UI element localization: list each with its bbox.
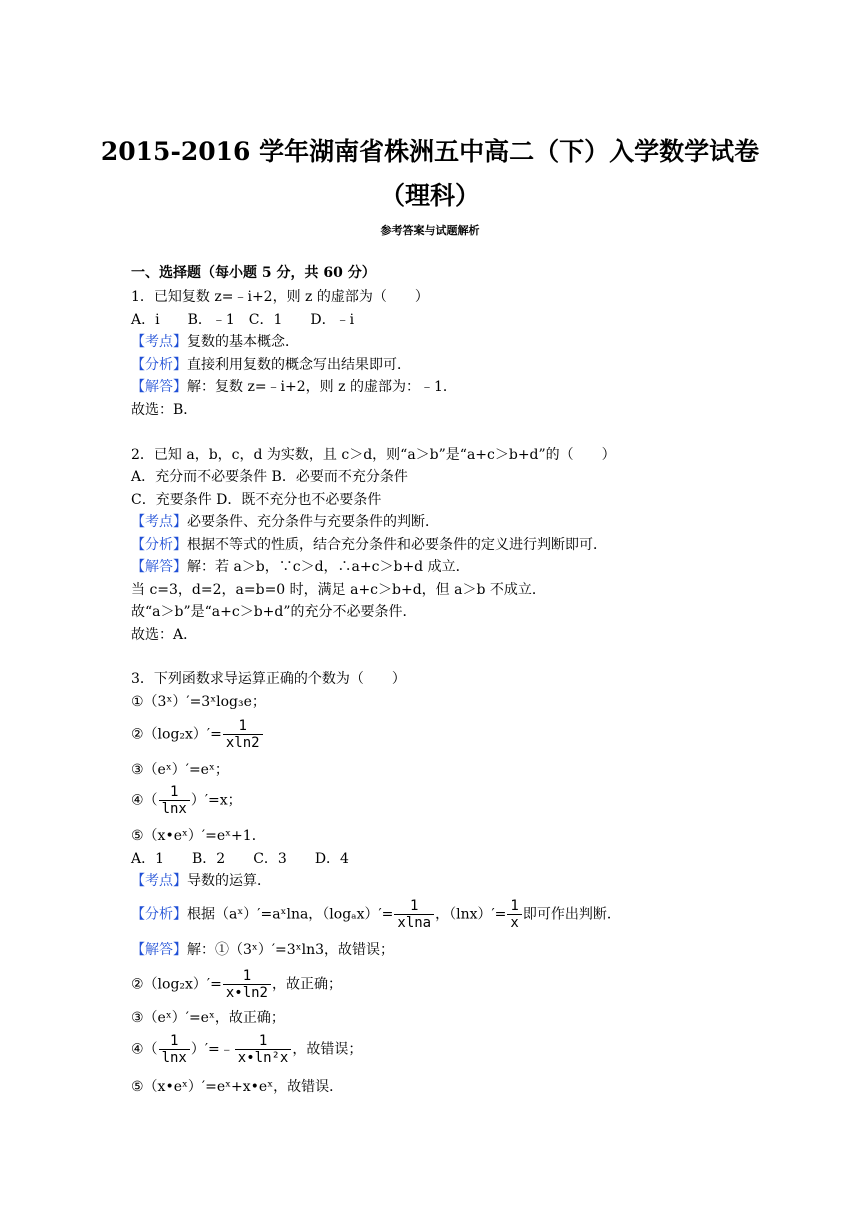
fraction <box>394 898 434 931</box>
q3-item-4 <box>131 784 242 817</box>
section-heading: 一、选择题（每小题 5 分，共 60 分） <box>131 265 376 281</box>
q2-kaodian-text: 必要条件、充分条件与充要条件的判断． <box>187 514 439 530</box>
document-subtitle: 参考答案与试题解析 <box>380 224 480 237</box>
q3-step-4-mid: ）′=﹣ <box>190 1041 234 1058</box>
q3-jieda-text: 解：①（3ˣ）′=3ˣln3，故错误； <box>187 942 394 958</box>
fenxi-tag: 【分析】 <box>131 537 187 553</box>
q2-line2: 当 c=3，d=2，a=b=0 时，满足 a+c＞b+d，但 a＞b 不成立． <box>131 582 546 598</box>
fraction-denominator: x•ln2 <box>225 985 268 1001</box>
fraction-denominator: x <box>510 915 519 931</box>
q1-fenxi <box>131 355 411 375</box>
q3-fenxi-mid: ，（lnx）′= <box>435 906 507 923</box>
q3-step-4-pre: ④（ <box>131 1041 158 1058</box>
q3-options: A．1 B．2 C．3 D．4 <box>131 851 349 867</box>
q3-fenxi-pre: 根据（aˣ）′=aˣlna，（logₐx）′= <box>187 906 394 923</box>
fraction-numerator: 1 <box>235 1033 292 1050</box>
q3-item-1: ①（3ˣ）′=3ˣlog₃e； <box>131 694 266 710</box>
q3-jieda <box>131 940 394 960</box>
q3-step-3: ③（eˣ）′=eˣ，故正确； <box>131 1010 285 1026</box>
fraction <box>223 718 263 751</box>
q3-kaodian-text: 导数的运算． <box>187 873 271 889</box>
document-title: 2015-2016 学年湖南省株洲五中高二（下）入学数学试卷 <box>100 137 760 166</box>
q1-kaodian <box>131 332 299 352</box>
q3-step-2 <box>131 968 342 1001</box>
q2-stem: 2．已知 a，b，c，d 为实数，且 c＞d，则“a＞b”是“a+c＞b+d”的（ ） <box>131 447 616 463</box>
q2-jieda-text: 解：若 a＞b，∵c＞d，∴a+c＞b+d 成立． <box>187 559 470 575</box>
q2-kaodian <box>131 512 439 532</box>
q1-stem: 1．已知复数 z=﹣i+2，则 z 的虚部为（ ） <box>131 289 429 305</box>
fraction-numerator: 1 <box>159 1033 190 1050</box>
q3-step-2-post: ，故正确； <box>272 976 342 993</box>
q2-options-cd: C．充要条件 D．既不充分也不必要条件 <box>131 492 382 508</box>
q3-item-2 <box>131 718 264 751</box>
fraction-denominator: lnx <box>161 1050 187 1066</box>
fraction-numerator: 1 <box>159 784 190 801</box>
jieda-tag: 【解答】 <box>131 379 187 395</box>
q3-item-5: ⑤（x•eˣ）′=eˣ+1． <box>131 828 266 844</box>
fenxi-tag: 【分析】 <box>131 906 187 923</box>
fraction <box>235 1033 292 1066</box>
q3-stem: 3．下列函数求导运算正确的个数为（ ） <box>131 671 406 687</box>
q2-line3: 故“a＞b”是“a+c＞b+d”的充分不必要条件． <box>131 604 417 620</box>
q2-options-ab: A．充分而不必要条件 B．必要而不充分条件 <box>131 469 408 485</box>
q3-step-5: ⑤（x•eˣ）′=eˣ+x•eˣ，故错误． <box>131 1079 344 1095</box>
fraction-numerator: 1 <box>223 718 263 735</box>
fraction-denominator: xlna <box>397 915 432 931</box>
q3-kaodian <box>131 871 271 891</box>
q3-item-4-post: ）′=x； <box>190 792 242 809</box>
q1-jieda <box>131 377 457 397</box>
q1-answer: 故选：B． <box>131 402 198 418</box>
kaodian-tag: 【考点】 <box>131 514 187 530</box>
fraction-numerator: 1 <box>394 898 434 915</box>
q1-fenxi-text: 直接利用复数的概念写出结果即可． <box>187 357 411 373</box>
fraction-denominator: xln2 <box>225 735 260 751</box>
document-title-subject: （理科） <box>379 181 480 210</box>
q2-jieda <box>131 557 470 577</box>
kaodian-tag: 【考点】 <box>131 334 187 350</box>
q2-fenxi <box>131 535 607 555</box>
q2-answer: 故选：A． <box>131 627 198 643</box>
q3-step-4 <box>131 1033 362 1066</box>
q3-item-4-pre: ④（ <box>131 792 158 809</box>
q3-step-4-post: ，故错误； <box>292 1041 363 1058</box>
q1-options: A．i B．﹣1 C．1 D．﹣i <box>131 312 355 328</box>
q3-fenxi-post: 即可作出判断． <box>522 906 621 923</box>
jieda-tag: 【解答】 <box>131 559 187 575</box>
q1-jieda-text: 解：复数 z=﹣i+2，则 z 的虚部为：﹣1． <box>187 379 457 395</box>
q3-step-2-pre: ②（log₂x）′= <box>131 976 222 993</box>
fraction-denominator: lnx <box>161 801 187 817</box>
jieda-tag: 【解答】 <box>131 942 187 958</box>
q3-item-2-text: ②（log₂x）′= <box>131 726 222 743</box>
fraction <box>159 784 190 817</box>
fraction <box>223 968 271 1001</box>
fraction <box>507 898 521 931</box>
q3-item-3: ③（eˣ）′=eˣ； <box>131 762 229 778</box>
fraction-numerator: 1 <box>507 898 521 915</box>
fenxi-tag: 【分析】 <box>131 357 187 373</box>
q3-fenxi <box>131 898 621 931</box>
q1-kaodian-text: 复数的基本概念． <box>187 334 299 350</box>
kaodian-tag: 【考点】 <box>131 873 187 889</box>
q2-fenxi-text: 根据不等式的性质，结合充分条件和必要条件的定义进行判断即可． <box>187 537 607 553</box>
fraction <box>159 1033 190 1066</box>
fraction-denominator: x•ln²x <box>237 1050 289 1066</box>
fraction-numerator: 1 <box>223 968 271 985</box>
